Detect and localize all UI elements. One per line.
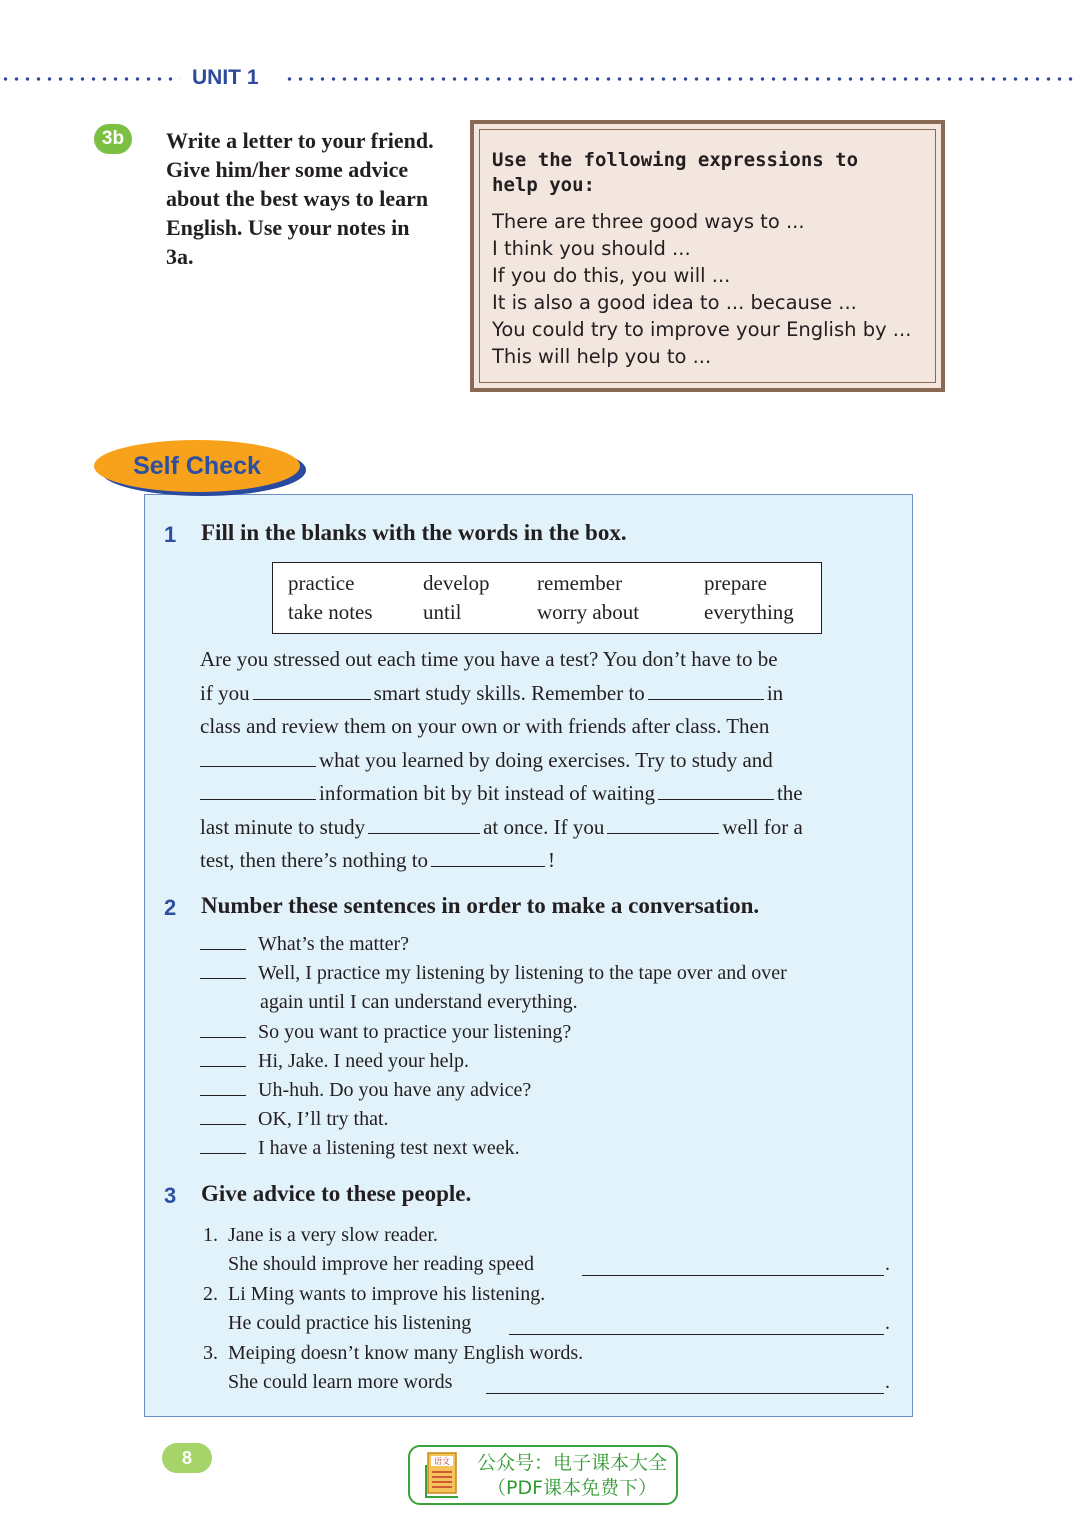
word-item: everything xyxy=(704,600,794,624)
conversation-line: Uh-huh. Do you have any advice? xyxy=(200,1079,531,1102)
answer-line[interactable] xyxy=(509,1333,884,1335)
conversation-line: again until I can understand everything. xyxy=(260,991,578,1013)
expression-line: There are three good ways to ... xyxy=(492,210,805,233)
advice-prompt: He could practice his listening xyxy=(228,1312,472,1334)
conversation-line: Hi, Jake. I need your help. xyxy=(200,1050,469,1073)
passage-line: class and review them on your own or with friends after class. Then xyxy=(200,714,770,738)
word-item: practice xyxy=(288,571,355,595)
order-blank[interactable] xyxy=(200,1021,246,1038)
question-number: 3 xyxy=(164,1183,177,1208)
watermark-stamp xyxy=(408,1445,678,1505)
task-badge: 3b xyxy=(94,124,132,154)
book-icon-label: 语文 xyxy=(434,1457,450,1466)
advice-situation: Jane is a very slow reader. xyxy=(228,1224,438,1246)
advice-number: 3. xyxy=(203,1342,218,1364)
task-instruction: Write a letter to your friend. Give him/her some advice about the best ways to learn English. Use your notes in 3a. xyxy=(166,128,434,269)
question-title: Fill in the blanks with the words in the box. xyxy=(201,520,627,545)
passage-line: what you learned by doing exercises. Try to study and xyxy=(200,748,890,773)
word-item: prepare xyxy=(704,571,767,595)
order-blank[interactable] xyxy=(200,1137,246,1154)
book-icon xyxy=(422,1451,466,1501)
unit-label: UNIT 1 xyxy=(192,66,259,89)
advice-prompt: She should improve her reading speed xyxy=(228,1253,535,1275)
word-item: until xyxy=(423,600,462,624)
order-blank[interactable] xyxy=(200,1050,246,1067)
conversation-line: OK, I’ll try that. xyxy=(200,1108,389,1131)
self-check-tab: Self Check xyxy=(94,440,300,492)
word-item: remember xyxy=(537,571,623,595)
answer-line[interactable] xyxy=(486,1392,884,1394)
question-title: Give advice to these people. xyxy=(201,1181,472,1206)
advice-number: 2. xyxy=(203,1283,218,1305)
answer-line[interactable] xyxy=(582,1274,884,1276)
stamp-text xyxy=(472,1451,672,1501)
order-blank[interactable] xyxy=(200,962,246,979)
fill-blank[interactable] xyxy=(648,681,764,700)
fill-blank[interactable] xyxy=(431,848,545,867)
conversation-line: Well, I practice my listening by listening to the tape over and over xyxy=(200,962,787,985)
word-item: take notes xyxy=(288,600,373,624)
fill-blank[interactable] xyxy=(607,815,719,834)
fill-blank[interactable] xyxy=(253,681,371,700)
header-dots-left xyxy=(0,74,180,84)
header-dots-right xyxy=(284,74,1079,84)
passage-line: last minute to study at once. If you well for a xyxy=(200,815,803,839)
expressions-list xyxy=(492,208,911,370)
expression-line: You could try to improve your English by ... xyxy=(492,318,912,341)
question-number: 2 xyxy=(164,895,177,920)
conversation-line: So you want to practice your listening? xyxy=(200,1021,571,1044)
question-number: 1 xyxy=(164,522,177,547)
expression-line: This will help you to ... xyxy=(492,345,712,368)
fill-blank[interactable] xyxy=(368,815,480,834)
answer-end: . xyxy=(885,1253,890,1275)
fill-blank[interactable] xyxy=(200,781,316,800)
order-blank[interactable] xyxy=(200,1108,246,1125)
conversation-line: What’s the matter? xyxy=(200,933,409,956)
advice-number: 1. xyxy=(203,1224,218,1246)
order-blank[interactable] xyxy=(200,933,246,950)
word-box xyxy=(272,562,822,634)
fill-blank[interactable] xyxy=(658,781,774,800)
advice-situation: Meiping doesn’t know many English words. xyxy=(228,1342,584,1364)
page-number: 8 xyxy=(162,1443,212,1473)
stamp-line: 公众号：电子课本大全 xyxy=(476,1452,667,1474)
expression-line: I think you should ... xyxy=(492,237,691,260)
stamp-line: （PDF课本免费下） xyxy=(486,1477,658,1499)
advice-prompt: She could learn more words xyxy=(228,1371,453,1393)
conversation-line: I have a listening test next week. xyxy=(200,1137,520,1160)
word-item: worry about xyxy=(537,600,640,624)
expression-line: If you do this, you will ... xyxy=(492,264,731,287)
passage-line: test, then there’s nothing to ! xyxy=(200,848,556,872)
word-item: develop xyxy=(423,571,490,595)
passage-line: information bit by bit instead of waiting the xyxy=(200,781,890,806)
expression-line: It is also a good idea to ... because ... xyxy=(492,291,857,314)
advice-situation: Li Ming wants to improve his listening. xyxy=(228,1283,546,1305)
question-title: Number these sentences in order to make a conversation. xyxy=(201,893,760,918)
order-blank[interactable] xyxy=(200,1079,246,1096)
expressions-heading: Use the following expressions to help you: xyxy=(492,149,859,196)
answer-end: . xyxy=(885,1312,890,1334)
fill-blank[interactable] xyxy=(200,748,316,767)
passage-line: Are you stressed out each time you have a test? You don’t have to be xyxy=(200,647,778,671)
expressions-box xyxy=(470,120,945,392)
answer-end: . xyxy=(885,1371,890,1393)
passage-line: if you smart study skills. Remember to in xyxy=(200,681,784,705)
